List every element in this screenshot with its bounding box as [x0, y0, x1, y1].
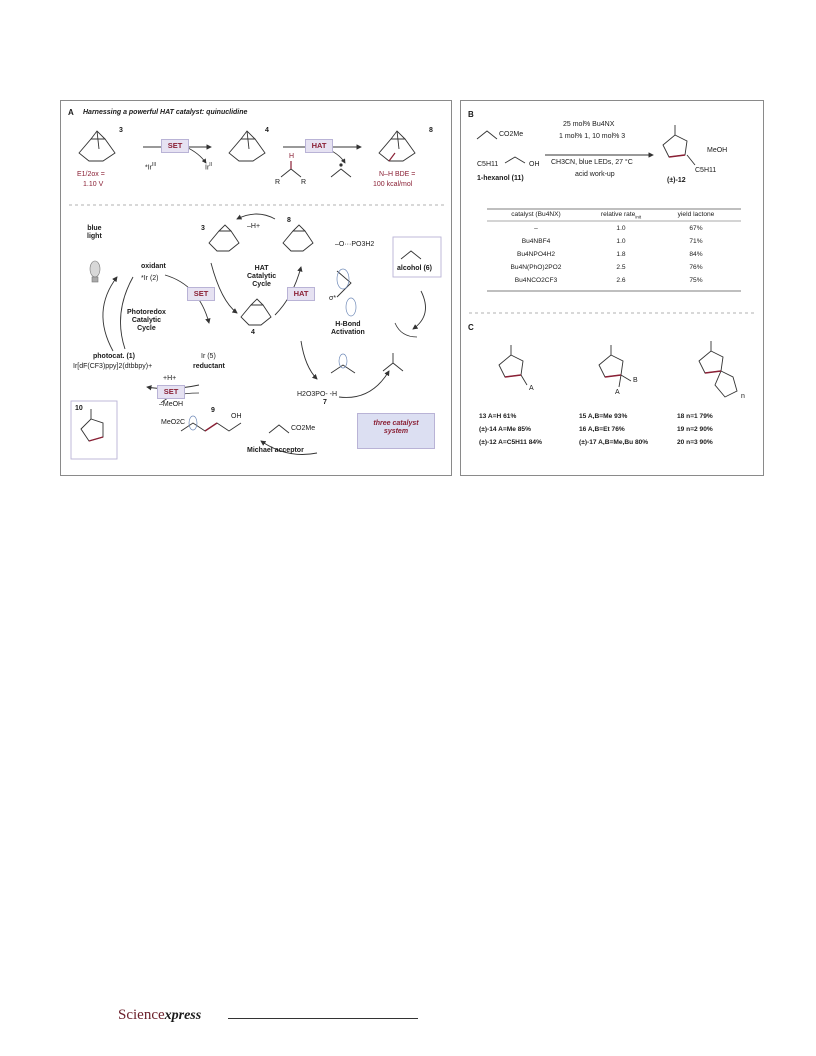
reductant-label: reductant — [193, 363, 225, 370]
compound-7-label: 7 — [323, 399, 327, 406]
hexanol-oh-label: OH — [529, 161, 540, 168]
result-entry: 15 A,B=Me 93% — [579, 413, 628, 420]
radical-9-label: 9 — [211, 407, 215, 414]
result-entry: 18 n=1 79% — [677, 413, 713, 420]
table-cell-rate: 1.0 — [616, 238, 626, 245]
set-box-top: SET — [161, 139, 189, 153]
table-cell-catalyst: Bu4NCO2CF3 — [514, 277, 558, 284]
bde-label: N–H BDE = — [379, 171, 416, 178]
ir-star-label: $*Ir^{III}$ — [145, 162, 157, 172]
c5h11-label: C5H11 — [477, 161, 499, 168]
panel-b-label: B — [468, 110, 474, 119]
condition-1: 25 mol% Bu4NX — [563, 121, 615, 128]
panel-a-title: Harnessing a powerful HAT catalyst: quinuclidine — [83, 109, 248, 116]
set-box-lower: SET — [157, 385, 185, 399]
condition-3: CH3CN, blue LEDs, 27 °C — [551, 159, 633, 166]
alcohol-6-label: alcohol (6) — [397, 265, 433, 272]
table-header-catalyst: catalyst (Bu4NX) — [511, 211, 561, 218]
hat-cycle-label: HAT Catalytic Cycle — [247, 265, 277, 289]
cycle-8-label: 8 — [287, 217, 291, 224]
table-cell-yield: 84% — [689, 251, 703, 258]
three-catalyst-box: three catalyst system — [357, 413, 435, 449]
table-cell-rate: 1.0 — [616, 225, 626, 232]
hat-box-top: HAT — [305, 139, 333, 153]
lactone-10-structure — [81, 409, 103, 441]
panel-b — [460, 100, 764, 476]
substituent-n: n — [741, 393, 745, 400]
set-box-cycle: SET — [187, 287, 215, 301]
result-entry: 19 n=2 90% — [677, 426, 713, 433]
light-bulb-icon — [90, 261, 100, 282]
compound-3-label: 3 — [119, 127, 123, 134]
hat-box-cycle: HAT — [287, 287, 315, 301]
table-cell-catalyst: Bu4NPO4H2 — [516, 251, 556, 258]
co2me-label: CO2Me — [291, 425, 316, 432]
quinuclidine-3-structure — [79, 131, 115, 161]
substrate-r-left: R — [275, 179, 281, 186]
quinuclidine-4-structure — [229, 131, 265, 161]
sigma-star-label: σ* — [329, 295, 337, 302]
oh-label-9: OH — [231, 413, 242, 420]
result-entry: 20 n=3 90% — [677, 439, 713, 446]
e-half-label: E1/2ox = — [77, 171, 105, 178]
spiro-lactone-structure — [699, 341, 737, 397]
result-entry: (±)-12 A=C5H11 84% — [479, 439, 542, 446]
panel-a — [60, 100, 452, 476]
product-12-label: (±)-12 — [667, 177, 686, 184]
table-cell-yield: 71% — [689, 238, 703, 245]
substituent-a-c2: A — [615, 389, 620, 396]
result-entry: (±)-14 A=Me 85% — [479, 426, 531, 433]
substrate-r-right: R — [301, 179, 307, 186]
minus-meoh-label: –MeOH — [159, 401, 184, 408]
blue-light-label: blue light — [87, 225, 102, 241]
quinuclidine-8-structure — [379, 131, 415, 161]
logo-express: xpress — [164, 1008, 202, 1023]
substituent-b-c2: B — [633, 377, 638, 384]
result-entry: 13 A=H 61% — [479, 413, 517, 420]
panel-a-label: A — [68, 108, 74, 117]
condition-2: 1 mol% 1, 10 mol% 3 — [559, 133, 626, 140]
cycle-quinuclidine-4 — [241, 299, 271, 325]
cycle-quinuclidine-8 — [283, 225, 313, 251]
table-header-yield: yield lactone — [677, 211, 715, 218]
ir-star-2-label: *Ir (2) — [141, 275, 159, 282]
cycle-3-label: 3 — [201, 225, 205, 232]
photoredox-cycle-label: Photoredox Catalytic Cycle — [127, 309, 166, 333]
plus-h-label: +H+ — [163, 375, 177, 382]
compound-4-label: 4 — [265, 127, 269, 134]
h2o3po-label: H2O3PO- -H — [297, 391, 338, 398]
ir-ii-label: $Ir^{II}$ — [205, 162, 213, 172]
ir-ii-5-label: Ir (5) — [201, 353, 216, 360]
lactone-10-label: 10 — [75, 405, 83, 412]
meoh-label: MeOH — [707, 147, 728, 154]
science-express-logo — [118, 1006, 201, 1024]
result-entry: (±)-17 A,B=Me,Bu 80% — [579, 439, 649, 446]
table-cell-rate: 2.5 — [616, 264, 626, 271]
cycle-quinuclidine-3 — [209, 225, 239, 251]
substrate-h: H — [289, 153, 295, 160]
table-header-rate: relative rate$_{init}$ — [600, 211, 642, 220]
lactone-c1-structure — [499, 345, 527, 385]
table-cell-yield: 75% — [689, 277, 703, 284]
table-cell-catalyst: – — [534, 225, 538, 232]
hbond-activation-label: H-Bond Activation — [331, 321, 365, 337]
oxidant-label: oxidant — [141, 263, 166, 270]
table-cell-yield: 76% — [689, 264, 703, 271]
ir-complex-label: Ir[dF(CF3)ppy]2(dtbbpy)+ — [73, 363, 153, 370]
meo2c-label: MeO2C — [161, 419, 186, 426]
compound-8-label: 8 — [429, 127, 433, 134]
table-cell-rate: 1.8 — [616, 251, 626, 258]
phosphate-complex-label: –O···PO3H2 — [335, 241, 375, 248]
substituent-a-c1: A — [529, 385, 534, 392]
methyl-acrylate-label: CO2Me — [499, 131, 524, 138]
hexanol-label: 1-hexanol (11) — [477, 175, 524, 182]
panel-c-graphics — [461, 101, 765, 477]
photocat-label: photocat. (1) — [93, 353, 135, 360]
bde-value: 100 kcal/mol — [373, 181, 413, 188]
table-cell-catalyst: Bu4N(PhO)2PO2 — [510, 264, 562, 271]
lactone-c2-structure — [599, 345, 631, 387]
cycle-4-label: 4 — [251, 329, 255, 336]
table-cell-rate: 2.6 — [616, 277, 626, 284]
e-half-value: 1.10 V — [83, 181, 104, 188]
table-cell-yield: 67% — [689, 225, 703, 232]
table-cell-catalyst: Bu4NBF4 — [521, 238, 551, 245]
logo-science: Science — [118, 1007, 165, 1023]
footer-rule — [228, 1018, 418, 1019]
result-entry: 16 A,B=Et 76% — [579, 426, 625, 433]
product-c5h11-label: C5H11 — [695, 167, 717, 174]
condition-4: acid work-up — [575, 171, 615, 178]
panel-c-label: C — [468, 323, 474, 332]
michael-acceptor-label: Michael acceptor — [247, 447, 304, 454]
minus-h-label: –H+ — [247, 223, 261, 230]
